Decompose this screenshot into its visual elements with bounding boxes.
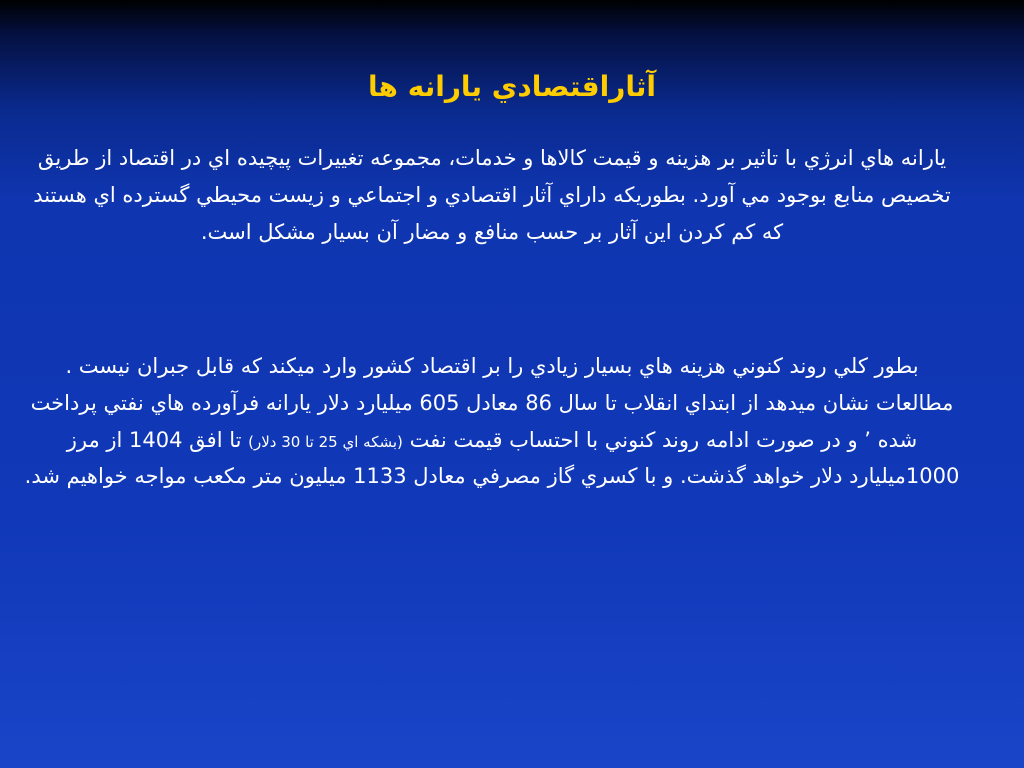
paragraph-subsidy-costs-text-end: تا افق 1404 از مرز 1000ميليارد دلار خواهد گذشت. و با كسري گاز مصرفي معادل 1133 ميليون متر مكعب مواجه خواهيم شد.: [24, 427, 960, 489]
paragraph-subsidy-costs: [24, 348, 960, 495]
paragraph-subsidy-costs-text: بطور كلي روند كنوني هزينه هاي بسيار زيادي را بر اقتصاد كشور وارد ميكند كه قابل جبران نيست . مطالعات نشان ميدهد از ابتداي انقلاب تا سال 86 معادل 605 ميليارد دلار يارانه فرآورده هاي نفتي پرداخت شده ’ و در صورت ادامه روند كنوني با احتساب قيمت نفت: [30, 354, 954, 452]
oil-price-note: (بشكه اي 25 تا 30 دلار): [248, 432, 403, 451]
slide-title: آثاراقتصادي يارانه ها: [368, 70, 656, 103]
paragraph-energy-subsidy-effects: يارانه هاي انرژي با تاثير بر هزينه و قيمت كالاها و خدمات، مجموعه تغييرات پيچيده اي در اقتصاد از طريق تخصيص منابع بوجود مي آورد. بطوريكه داراي آثار اقتصادي و اجتماعي و زيست محيطي گسترده اي هستند كه كم كردن اين آثار بر حسب منافع و مضار آن بسيار مشكل است.: [33, 146, 951, 244]
